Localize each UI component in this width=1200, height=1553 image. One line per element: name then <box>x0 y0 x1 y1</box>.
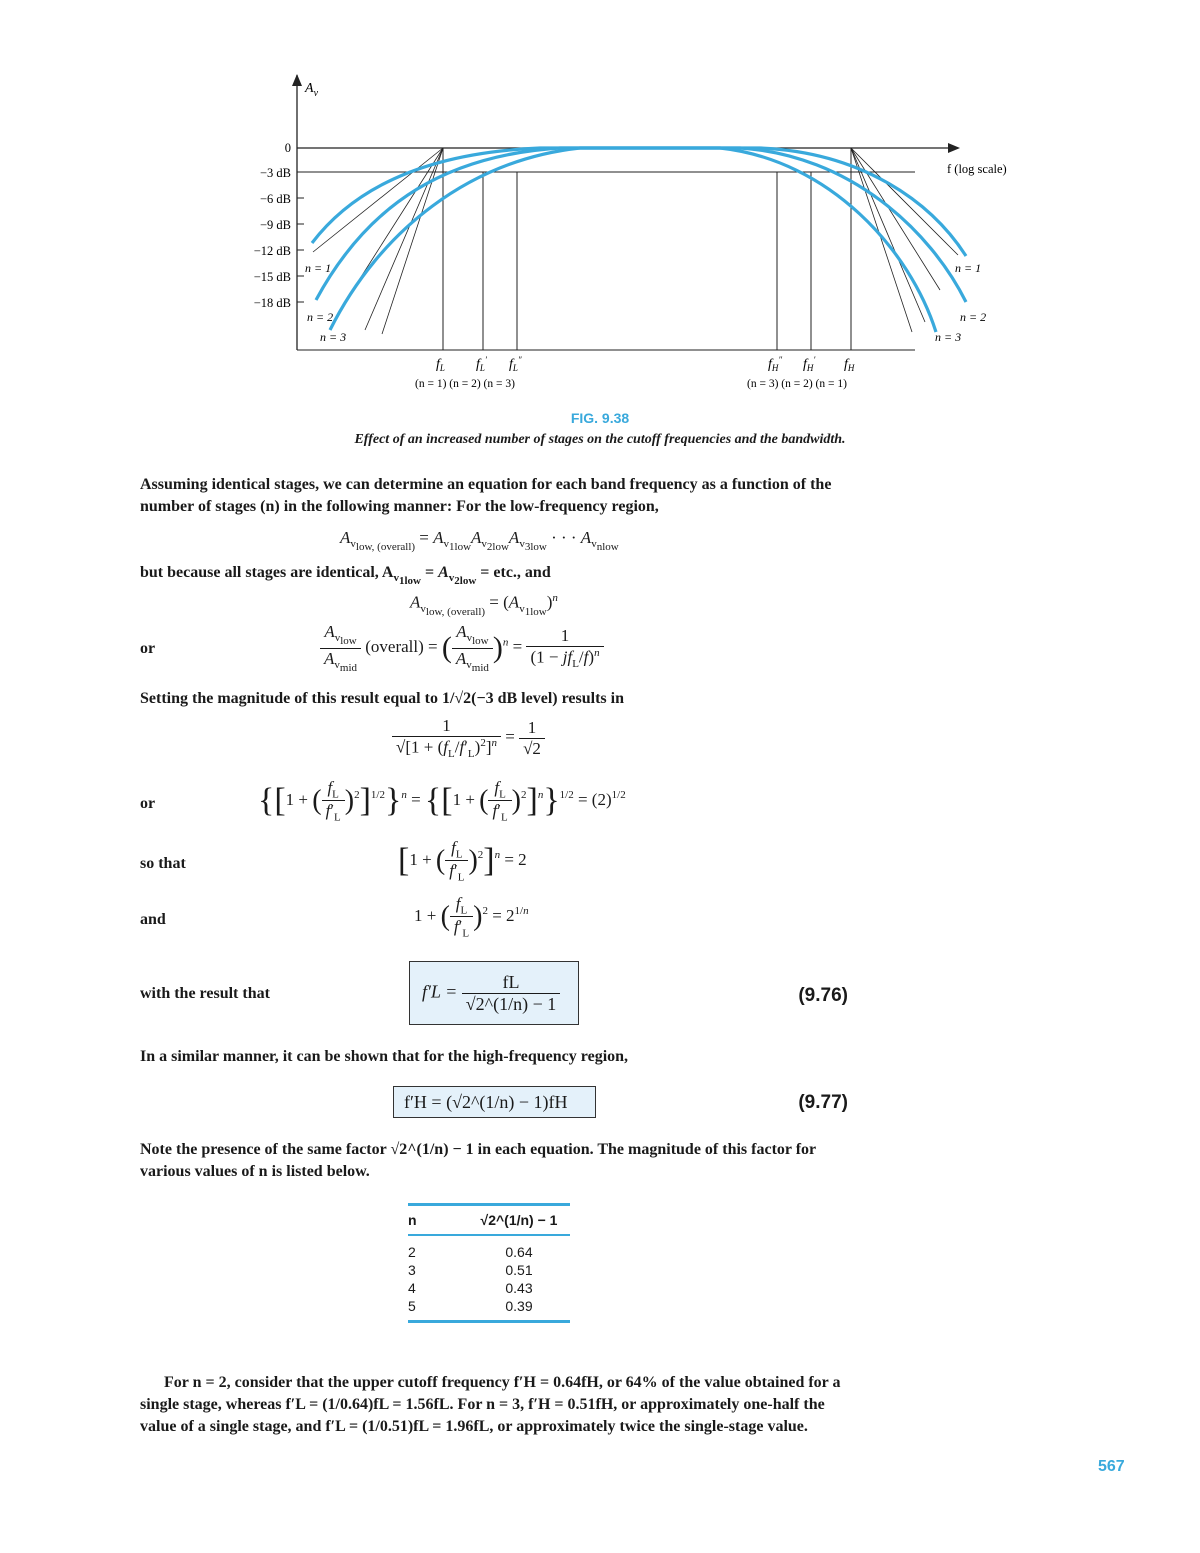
freq-label-fH-prime: $f_H'$ <box>803 355 816 373</box>
equation-so-that: [1 + ( $\frac{f_L}{f'_L}$ )$^2$]$^n$ = 2 <box>398 838 527 884</box>
freq-label-fH: $f_H$ <box>844 357 855 373</box>
page-number: 567 <box>1098 1458 1125 1475</box>
curve-n1 <box>312 148 966 256</box>
curve-n3 <box>330 148 936 332</box>
bandwidth-figure <box>0 0 1200 400</box>
freq-label-fH-double: $f_H''$ <box>768 355 783 373</box>
y-axis-arrow <box>292 74 302 86</box>
equation-ratio: $\frac{A_{v_{low}}}{A_{v_{mid}}}$ (overall) = ( $\frac{A_{v_{low}}}{A_{v_{mid}}}$ )$^n$ = $\frac{1}{(1 - jf_L/f)^n}$ <box>320 622 604 674</box>
freq-label-fL-double: $f_L''$ <box>509 355 522 373</box>
y-axis-label: $A_v$ <box>305 81 319 99</box>
cutoff-lines <box>443 148 851 350</box>
equation-magnitude: $\frac{1}{√[1 + (f_L/f'_L)^2]^n}$ = $\frac{1}{√2}$ <box>392 716 545 760</box>
freq-label-fL-prime: $f_L'$ <box>476 355 487 373</box>
y-ticks <box>254 141 291 310</box>
equation-product: $A_{v_{low, (overall)}} = A_{v_{1low}}A_{v_{2low}}A_{v_{3low}}$ · · · $A_{v_{nlow}}$ <box>340 528 619 554</box>
x-axis-arrow <box>948 143 960 153</box>
table-header-n: n <box>408 1205 468 1236</box>
y-tick-18: −18 dB <box>253 296 291 310</box>
table-header-factor: √2^(1/n) − 1 <box>468 1205 570 1236</box>
freq-label-fL: $f_L$ <box>436 357 445 373</box>
label-or-1: or <box>140 640 156 657</box>
equation-number-976: (9.76) <box>798 985 848 1006</box>
table-row: 2 0.64 <box>408 1244 533 1260</box>
curve-label-right-n3: n = 3 <box>935 330 962 344</box>
freq-conditions-high: (n = 3) (n = 2) (n = 1) <box>747 378 847 390</box>
paragraph-intro: Assuming identical stages, we can determine an equation for each band frequency as a function of the number of stages (n) in the following manner: For the low-frequency region, <box>140 476 832 515</box>
factor-table <box>408 1203 570 1323</box>
curve-label-left-n1: n = 1 <box>305 261 332 275</box>
paragraph-high-freq: In a similar manner, it can be shown that for the high-frequency region, <box>140 1048 629 1065</box>
table-row: 4 0.43 <box>408 1280 533 1296</box>
table-row: 5 0.39 <box>408 1297 570 1322</box>
table-row: 3 0.51 <box>408 1262 533 1278</box>
y-tick-15: −15 dB <box>253 270 291 284</box>
equation-power: $A_{v_{low, (overall)}} = (A_{v_{1low}})^n$ <box>410 592 558 619</box>
figure-caption: Effect of an increased number of stages on the cutoff frequencies and the bandwidth. <box>354 432 846 447</box>
equation-number-977: (9.77) <box>798 1092 848 1113</box>
asymptote-lines <box>313 148 958 334</box>
paragraph-identical: but because all stages are identical, $A_{v_{1low}} = A_{v_{2low}}$ = etc., and <box>140 564 551 588</box>
y-tick-6: −6 dB <box>259 192 291 206</box>
y-tick-12: −12 dB <box>253 244 291 258</box>
equation-977-box: f′H = (√2^(1/n) − 1)fH <box>393 1086 596 1118</box>
y-tick-9: −9 dB <box>259 218 291 232</box>
paragraph-setting: Setting the magnitude of this result equal to 1/√2(−3 dB level) results in <box>140 690 624 707</box>
y-tick-0: 0 <box>284 141 291 155</box>
curve-label-right-n2: n = 2 <box>960 310 987 324</box>
label-so-that: so that <box>140 855 186 872</box>
freq-conditions-low: (n = 1) (n = 2) (n = 3) <box>415 378 515 390</box>
equation-expanded: {[1 + ( $\frac{f_L}{f'_L}$ )$^2$]$^{1/2}$}$^n$ = {[1 + ( $\frac{f_L}{f'_L}$ )$^2]^n\}^{1/2} = (2)^{1/2}$ <box>258 778 626 824</box>
label-or-2: or <box>140 795 156 812</box>
equation-and: 1 + ( $\frac{f_L}{f'_L}$ )$^2 = 2^{1/n}$ <box>414 894 529 940</box>
label-and: and <box>140 911 166 928</box>
figure-number: FIG. 9.38 <box>570 410 630 426</box>
curve-label-left-n2: n = 2 <box>307 310 334 324</box>
x-axis-label: f (log scale) <box>947 162 1007 176</box>
paragraph-factor: Note the presence of the same factor √2^(1/n) − 1 in each equation. The magnitude of this factor for various values of n is listed below. <box>140 1141 816 1180</box>
equation-976-box: f′L = $\frac{fL}{√2\^{}(1/n) - 1}$ <box>409 961 579 1025</box>
y-tick-3: −3 dB <box>259 166 291 180</box>
label-with-result: with the result that <box>140 985 270 1002</box>
y-tick-marks <box>297 198 304 302</box>
curve-label-left-n3: n = 3 <box>320 330 347 344</box>
curve-label-right-n1: n = 1 <box>955 261 982 275</box>
paragraph-conclusion: For n = 2, consider that the upper cutoff frequency f′H = 0.64fH, or 64% of the value obtained for a single stage, whereas f′L = (1/0.64)fL = 1.56fL. For n = 3, f′H = 0.51fH, or approximately one-half the value of a single stage, and f′L = (1/0.51)fL = 1.96fL, or approximately twice the single-stage value. <box>140 1374 841 1435</box>
